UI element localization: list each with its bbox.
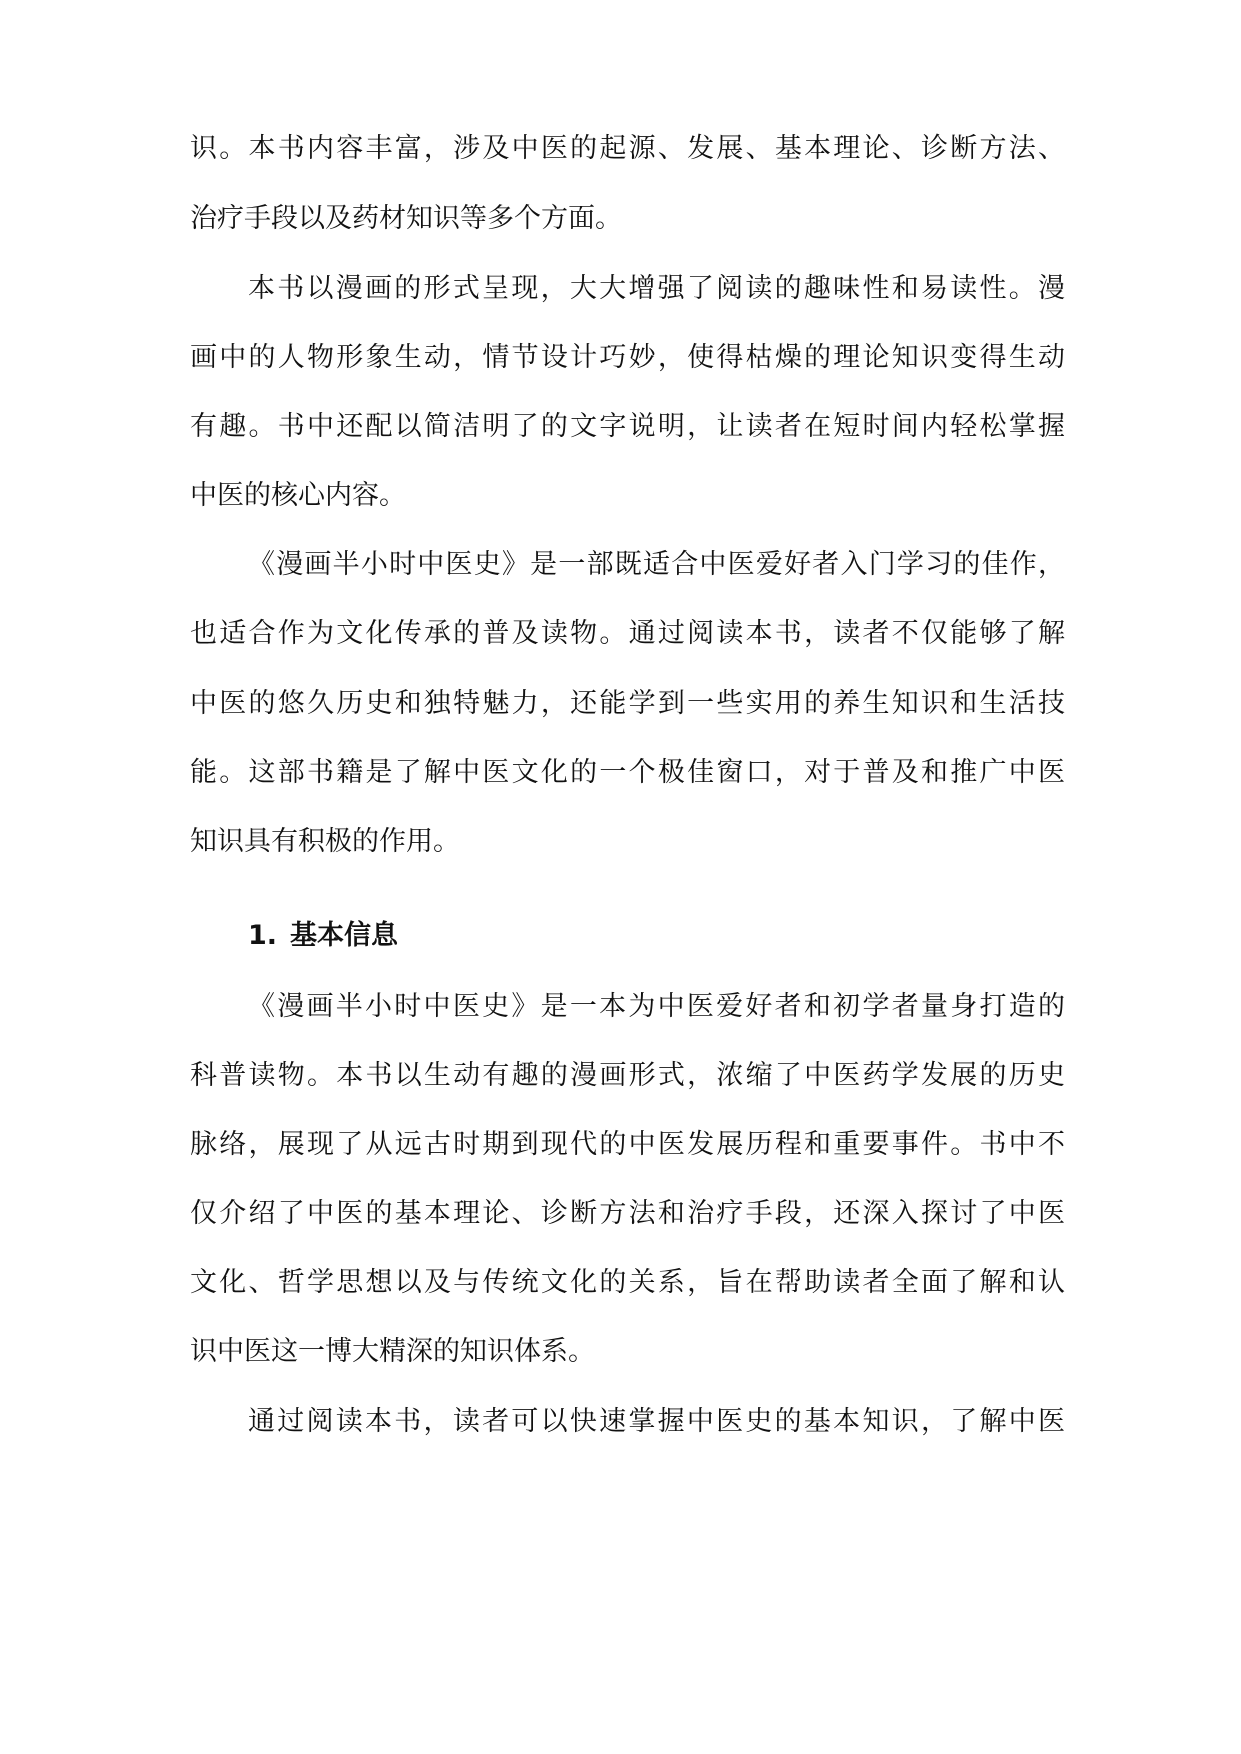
paragraph-3-line-5: 知识具有积极的作用。 [190, 826, 460, 857]
section-paragraph-1-line-5: 文化、哲学思想以及与传统文化的关系，旨在帮助读者全面了解和认 [190, 1267, 1065, 1298]
paragraph-1-line-2: 治疗手段以及药材知识等多个方面。 [190, 203, 622, 234]
paragraph-2-line-3: 有趣。书中还配以简洁明了的文字说明，让读者在短时间内轻松掌握 [190, 411, 1065, 442]
paragraph-3-line-2: 也适合作为文化传承的普及读物。通过阅读本书，读者不仅能够了解 [190, 618, 1065, 649]
paragraph-2-line-2: 画中的人物形象生动，情节设计巧妙，使得枯燥的理论知识变得生动 [190, 342, 1065, 373]
section-heading [248, 914, 398, 958]
paragraph-1-line-1: 识。本书内容丰富，涉及中医的起源、发展、基本理论、诊断方法、 [190, 133, 1065, 164]
paragraph-2-line-1: 本书以漫画的形式呈现，大大增强了阅读的趣味性和易读性。漫 [248, 273, 1065, 304]
section-paragraph-2-line-1: 通过阅读本书，读者可以快速掌握中医史的基本知识，了解中医 [248, 1406, 1065, 1437]
section-paragraph-1-line-3: 脉络，展现了从远古时期到现代的中医发展历程和重要事件。书中不 [190, 1129, 1065, 1160]
section-paragraph-1-line-6: 识中医这一博大精深的知识体系。 [190, 1336, 595, 1367]
paragraph-3-line-4: 能。这部书籍是了解中医文化的一个极佳窗口，对于普及和推广中医 [190, 757, 1065, 788]
section-paragraph-1-line-4: 仅介绍了中医的基本理论、诊断方法和治疗手段，还深入探讨了中医 [190, 1198, 1065, 1229]
paragraph-2-line-4: 中医的核心内容。 [190, 480, 406, 511]
section-paragraph-1-line-2: 科普读物。本书以生动有趣的漫画形式，浓缩了中医药学发展的历史 [190, 1060, 1065, 1091]
paragraph-3-line-1: 《漫画半小时中医史》是一部既适合中医爱好者入门学习的佳作， [248, 549, 1065, 580]
section-number: 1. [248, 920, 278, 951]
section-title: 基本信息 [290, 920, 398, 951]
paragraph-3-line-3: 中医的悠久历史和独特魅力，还能学到一些实用的养生知识和生活技 [190, 688, 1065, 719]
section-paragraph-1-line-1: 《漫画半小时中医史》是一本为中医爱好者和初学者量身打造的 [248, 991, 1065, 1022]
